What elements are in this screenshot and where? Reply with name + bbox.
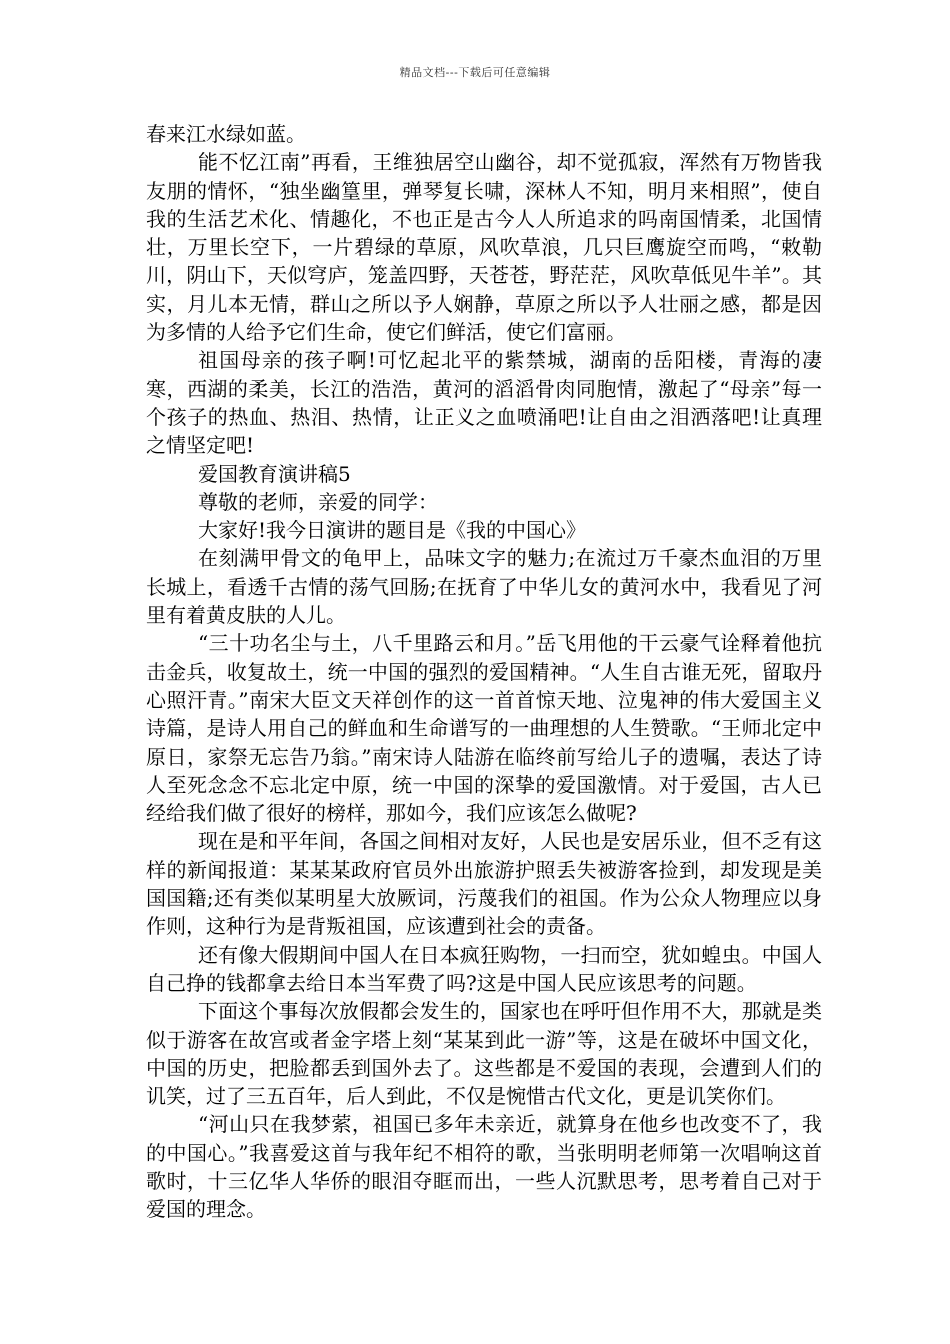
paragraph: 现在是和平年间，各国之间相对友好，人民也是安居乐业，但不乏有这样的新闻报道：某某某政府官员外出旅游护照丢失被游客捡到，却发现是美国国籍;还有类似某明星大放厥词，污蔑我们的祖国。作为公众人物理应以身作则，这种行为是背叛祖国，应该遭到社会的责备。 [146,829,822,939]
paragraph: 还有像大假期间中国人在日本疯狂购物，一扫而空，犹如蝗虫。中国人自己挣的钱都拿去给日本当军费了吗?这是中国人民应该思考的问题。 [146,942,822,995]
paragraph: 在刻满甲骨文的龟甲上，品味文字的魅力;在流过万千豪杰血泪的万里长城上，看透千古情的荡气回肠;在抚育了中华儿女的黄河水中，我看见了河里有着黄皮肤的人儿。 [146,546,822,628]
paragraph: “河山只在我梦萦，祖国已多年未亲近，就算身在他乡也改变不了，我的中国心。”我喜爱这首与我年纪不相符的歌，当张明明老师第一次唱响这首歌时，十三亿华人华侨的眼泪夺眶而出，一些人沉默思考，思考着自己对于爱国的理念。 [146,1112,822,1222]
paragraph: 能不忆江南”再看，王维独居空山幽谷，却不觉孤寂，浑然有万物皆我友朋的情怀，“独坐幽篁里，弹琴复长啸，深林人不知，明月来相照”，使自我的生活艺术化、情趣化，不也正是古今人人所追求的吗南国情柔，北国情壮，万里长空下，一片碧绿的草原，风吹草浪，几只巨鹰旋空而鸣，“敕勒川，阴山下，天似穹庐，笼盖四野，天苍苍，野茫茫，风吹草低见牛羊”。其实，月儿本无情，群山之所以予人娴静，草原之所以予人壮丽之感，都是因为多情的人给予它们生命，使它们鲜活，使它们富丽。 [146,150,822,345]
paragraph: 春来江水绿如蓝。 [146,122,306,146]
paragraph: 祖国母亲的孩子啊!可忆起北平的紫禁城，湖南的岳阳楼，青海的凄寒，西湖的柔美，长江的浩浩，黄河的滔滔骨肉同胞情，激起了“母亲”每一个孩子的热血、热泪、热情，让正义之血喷涌吧!让自由之泪洒落吧!让真理之情坚定吧! [146,348,822,458]
salutation: 尊敬的老师，亲爱的同学： [198,489,438,514]
page-header: 精品文档---下载后可任意编辑 [399,66,551,79]
paragraph: “三十功名尘与土，八千里路云和月。”岳飞用他的干云豪气诠释着他抗击金兵，收复故土，统一中国的强烈的爱国精神。“人生自古谁无死，留取丹心照汗青。”南宋大臣文天祥创作的这一首首惊天地、泣鬼神的伟大爱国主义诗篇，是诗人用自己的鲜血和生命谱写的一曲理想的人生赞歌。“王师北定中原日，家祭无忘告乃翁。”南宋诗人陆游在临终前写给儿子的遗嘱，表达了诗人至死念念不忘北定中原，统一中国的深挚的爱国激情。对于爱国，古人已经给我们做了很好的榜样，那如今，我们应该怎么做呢? [146,631,822,826]
greeting: 大家好!我今日演讲的题目是《我的中国心》 [198,518,587,543]
section-title: 爱国教育演讲稿5 [198,461,351,486]
document-body [146,120,822,1224]
paragraph: 下面这个事每次放假都会发生的，国家也在呼吁但作用不大，那就是类似于游客在故宫或者金字塔上刻“某某到此一游”等，这是在破坏中国文化，中国的历史，把脸都丢到国外去了。这些都是不爱国的表现，会遭到人们的讥笑，过了三五百年，后人到此，不仅是惋惜古代文化，更是讥笑你们。 [146,999,822,1109]
